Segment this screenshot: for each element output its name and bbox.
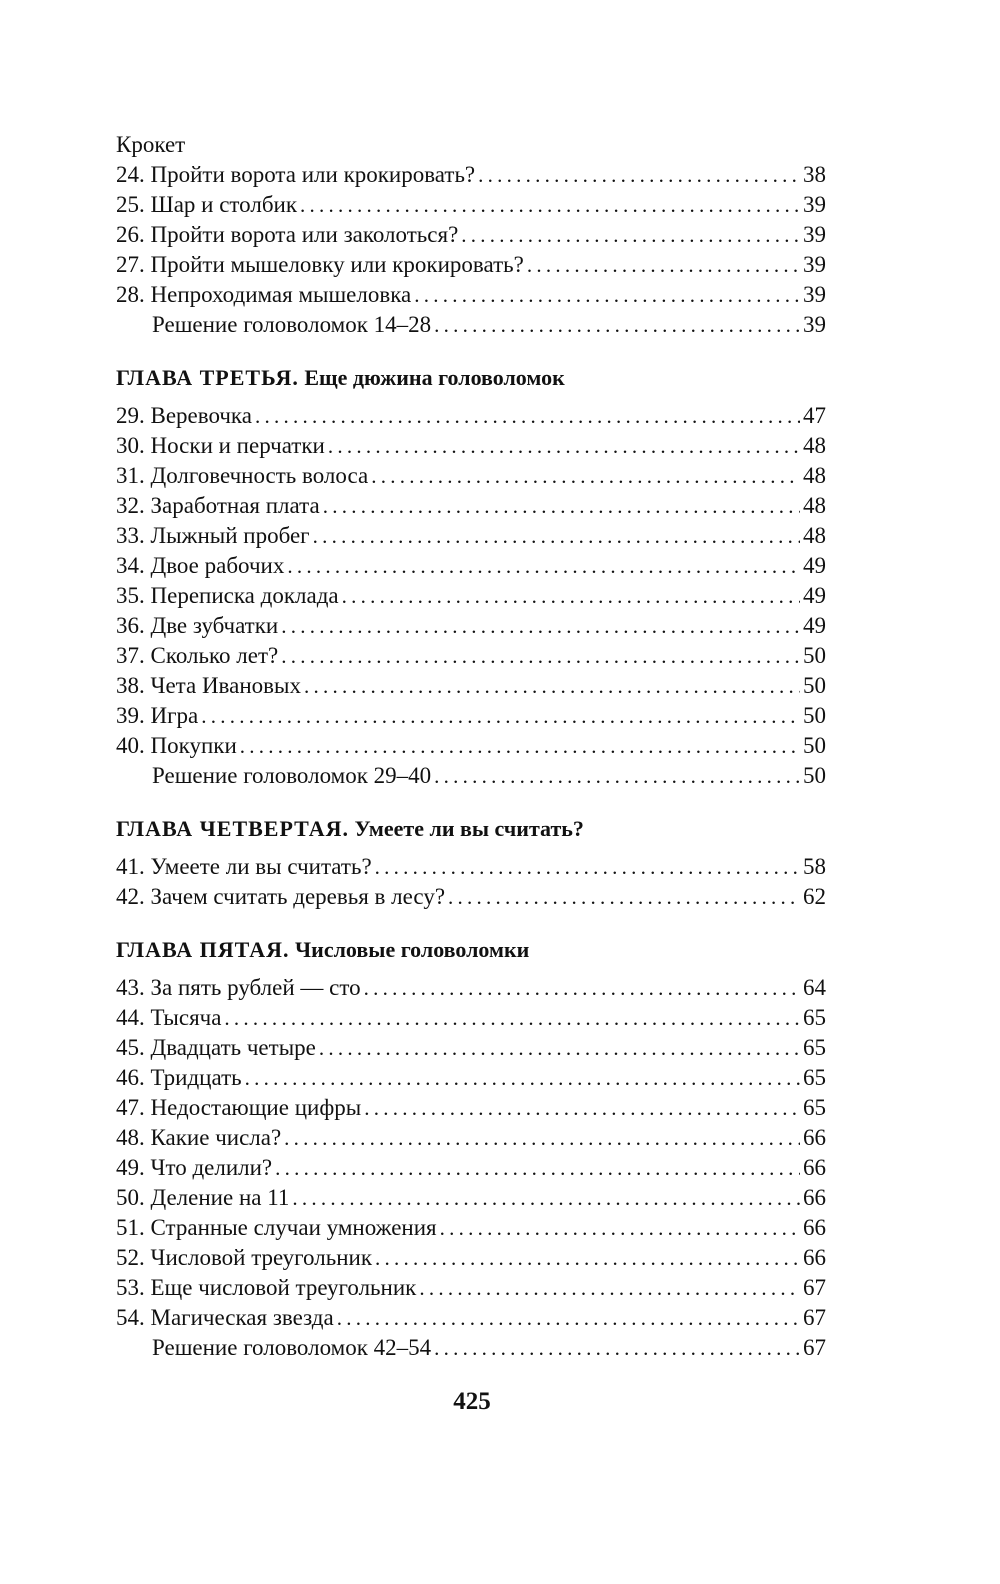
chapter-label: ГЛАВА ЧЕТВЕРТАЯ. <box>116 816 350 841</box>
toc-entry-title: 39. Игра <box>116 703 199 728</box>
toc-entry-page: 39 <box>803 252 826 277</box>
dot-leader <box>328 431 800 461</box>
toc-entry-title: 49. Что делили? <box>116 1155 273 1180</box>
toc-entry-title: 38. Чета Ивановых <box>116 673 301 698</box>
dot-leader <box>275 1153 800 1183</box>
dot-leader <box>284 1123 800 1153</box>
toc-entry[interactable] <box>116 852 826 882</box>
toc-entry-page: 38 <box>803 162 826 187</box>
toc-entry-page: 50 <box>803 703 826 728</box>
toc-entry-page: 58 <box>803 854 826 879</box>
toc-entry[interactable] <box>116 882 826 912</box>
toc-entry-title: 42. Зачем считать деревья в лесу? <box>116 884 446 909</box>
dot-leader <box>364 973 800 1003</box>
toc-entry-title: 24. Пройти ворота или крокировать? <box>116 162 476 187</box>
page-number: 425 <box>453 1388 491 1415</box>
toc-entry-title: 43. За пять рублей — сто <box>116 975 361 1000</box>
dot-leader <box>364 1093 800 1123</box>
toc-entry-page: 66 <box>803 1215 826 1240</box>
toc-entry-page: 39 <box>803 312 826 337</box>
dot-leader <box>323 491 800 521</box>
toc-entry-page: 50 <box>803 763 826 788</box>
toc-entry-page: 65 <box>803 1095 826 1120</box>
toc-entry-page: 67 <box>803 1275 826 1300</box>
dot-leader <box>300 190 800 220</box>
toc-entry-title: 34. Двое рабочих <box>116 553 285 578</box>
toc-entry-title: 36. Две зубчатки <box>116 613 279 638</box>
toc-entry-page: 65 <box>803 1065 826 1090</box>
toc-entry[interactable] <box>116 461 826 491</box>
toc-entry[interactable] <box>116 641 826 671</box>
toc-entry-page: 66 <box>803 1245 826 1270</box>
toc-entry[interactable] <box>116 761 826 791</box>
toc-entry-title: Решение головоломок 29–40 <box>152 763 432 788</box>
chapter-heading <box>116 363 826 393</box>
toc-entry-page: 39 <box>803 222 826 247</box>
dot-leader <box>375 1243 800 1273</box>
toc-entry-title: 46. Тридцать <box>116 1065 242 1090</box>
dot-leader <box>440 1213 800 1243</box>
toc-entry[interactable] <box>116 1243 826 1273</box>
toc-entry[interactable] <box>116 551 826 581</box>
toc-entry[interactable] <box>116 280 826 310</box>
dot-leader <box>201 701 800 731</box>
toc-entry-title: 48. Какие числа? <box>116 1125 282 1150</box>
toc-entry-page: 50 <box>803 733 826 758</box>
dot-leader <box>313 521 800 551</box>
dot-leader <box>461 220 800 250</box>
dot-leader <box>287 551 800 581</box>
chapter-title: Умеете ли вы считать? <box>354 816 584 841</box>
toc-entry[interactable] <box>116 1003 826 1033</box>
toc-entry-title: 51. Странные случаи умножения <box>116 1215 437 1240</box>
toc-entry-title: 52. Числовой треугольник <box>116 1245 372 1270</box>
chapter-label: ГЛАВА ТРЕТЬЯ. <box>116 365 299 390</box>
toc-entry-page: 66 <box>803 1125 826 1150</box>
toc-entry-page: 65 <box>803 1005 826 1030</box>
toc-entry[interactable] <box>116 1303 826 1333</box>
dot-leader <box>434 310 800 340</box>
toc-entry-title: Решение головоломок 42–54 <box>152 1335 432 1360</box>
toc-entry[interactable] <box>116 250 826 280</box>
toc-entry[interactable] <box>116 973 826 1003</box>
dot-leader <box>281 611 800 641</box>
dot-leader <box>281 641 800 671</box>
toc-entry-page: 66 <box>803 1155 826 1180</box>
toc-entry-title: Решение головоломок 14–28 <box>152 312 432 337</box>
toc-entry-title: 45. Двадцать четыре <box>116 1035 316 1060</box>
toc-entry[interactable] <box>116 190 826 220</box>
dot-leader <box>419 1273 800 1303</box>
toc-entry[interactable] <box>116 431 826 461</box>
toc-entry[interactable] <box>116 1213 826 1243</box>
chapter-title: Числовые головоломки <box>295 937 530 962</box>
toc-entry[interactable] <box>116 401 826 431</box>
toc-entry-title: 28. Непроходимая мышеловка <box>116 282 412 307</box>
dot-leader <box>304 671 800 701</box>
toc-entry-page: 49 <box>803 583 826 608</box>
toc-entry-title: 50. Деление на 11 <box>116 1185 290 1210</box>
toc-entry-title: 32. Заработная плата <box>116 493 320 518</box>
chapter-label: ГЛАВА ПЯТАЯ. <box>116 937 290 962</box>
toc-entry-title: 33. Лыжный пробег <box>116 523 310 548</box>
toc-entry-page: 49 <box>803 613 826 638</box>
toc-entry-title: 47. Недостающие цифры <box>116 1095 362 1120</box>
toc-entry[interactable] <box>116 1093 826 1123</box>
toc-entry-title: 25. Шар и столбик <box>116 192 298 217</box>
toc-entry[interactable] <box>116 1333 826 1363</box>
dot-leader <box>319 1033 800 1063</box>
toc-entry-page: 48 <box>803 433 826 458</box>
toc-entry-title: 26. Пройти ворота или заколоться? <box>116 222 459 247</box>
toc-entry[interactable] <box>116 1273 826 1303</box>
dot-leader <box>414 280 800 310</box>
dot-leader <box>434 761 800 791</box>
toc-entry[interactable] <box>116 1063 826 1093</box>
toc-entry-page: 67 <box>803 1305 826 1330</box>
toc-entry-page: 48 <box>803 493 826 518</box>
toc-entry-title: 40. Покупки <box>116 733 237 758</box>
toc-entry-title: 35. Переписка доклада <box>116 583 339 608</box>
toc-entry[interactable] <box>116 521 826 551</box>
toc-entry-page: 67 <box>803 1335 826 1360</box>
dot-leader <box>240 731 800 761</box>
dot-leader <box>337 1303 800 1333</box>
toc-entry[interactable] <box>116 701 826 731</box>
toc-entry-page: 62 <box>803 884 826 909</box>
section-label <box>116 130 826 160</box>
toc-entry-page: 47 <box>803 403 826 428</box>
toc-entry[interactable] <box>116 1183 826 1213</box>
toc-entry-title: 44. Тысяча <box>116 1005 222 1030</box>
toc-entry[interactable] <box>116 491 826 521</box>
toc-entry-page: 49 <box>803 553 826 578</box>
toc-entry[interactable] <box>116 1033 826 1063</box>
chapter-title: Еще дюжина головоломок <box>304 365 565 390</box>
toc-entry-title: 27. Пройти мышеловку или крокировать? <box>116 252 524 277</box>
toc-entry-page: 66 <box>803 1185 826 1210</box>
toc-entry-page: 50 <box>803 673 826 698</box>
toc-entry[interactable] <box>116 160 826 190</box>
toc-entry[interactable] <box>116 581 826 611</box>
toc-entry[interactable] <box>116 611 826 641</box>
toc-entry-page: 64 <box>803 975 826 1000</box>
chapter-heading <box>116 935 826 965</box>
toc-entry[interactable] <box>116 1123 826 1153</box>
toc-entry-title: 54. Магическая звезда <box>116 1305 334 1330</box>
toc-entry-title: 41. Умеете ли вы считать? <box>116 854 372 879</box>
dot-leader <box>224 1003 800 1033</box>
chapter-heading <box>116 814 826 844</box>
toc-entry[interactable] <box>116 310 826 340</box>
toc-entry-page: 48 <box>803 463 826 488</box>
toc-entry-page: 48 <box>803 523 826 548</box>
dot-leader <box>434 1333 800 1363</box>
toc-entry-page: 39 <box>803 192 826 217</box>
dot-leader <box>375 852 800 882</box>
table-of-contents <box>116 130 826 1363</box>
section-label-text: Крокет <box>116 132 186 157</box>
toc-entry[interactable] <box>116 671 826 701</box>
toc-entry-title: 30. Носки и перчатки <box>116 433 325 458</box>
dot-leader <box>448 882 800 912</box>
toc-entry-page: 65 <box>803 1035 826 1060</box>
toc-entry-title: 31. Долговечность волоса <box>116 463 369 488</box>
dot-leader <box>527 250 800 280</box>
dot-leader <box>255 401 800 431</box>
toc-entry-page: 50 <box>803 643 826 668</box>
dot-leader <box>478 160 800 190</box>
toc-entry[interactable] <box>116 1153 826 1183</box>
toc-entry[interactable] <box>116 731 826 761</box>
dot-leader <box>342 581 800 611</box>
dot-leader <box>371 461 800 491</box>
dot-leader <box>245 1063 800 1093</box>
toc-entry-title: 29. Веревочка <box>116 403 252 428</box>
toc-entry-page: 39 <box>803 282 826 307</box>
toc-entry-title: 37. Сколько лет? <box>116 643 279 668</box>
toc-entry-title: 53. Еще числовой треугольник <box>116 1275 417 1300</box>
dot-leader <box>292 1183 800 1213</box>
toc-entry[interactable] <box>116 220 826 250</box>
